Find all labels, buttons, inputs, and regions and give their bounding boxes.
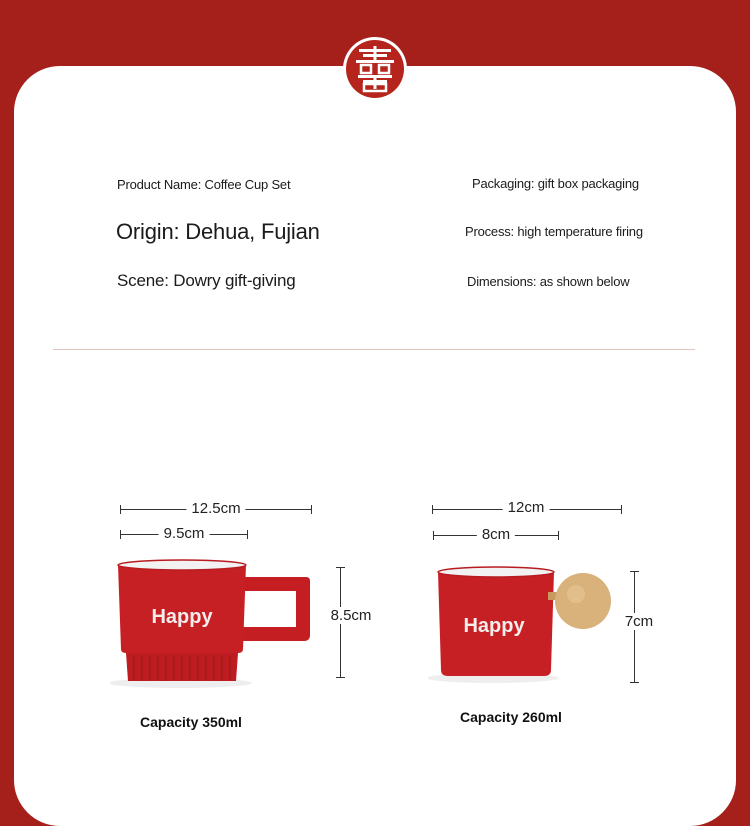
- origin: Origin: Dehua, Fujian: [116, 219, 320, 244]
- large-cup-capacity: Capacity 350ml: [140, 714, 242, 730]
- small-cup-outer-width: 12cm: [503, 499, 550, 516]
- divider: [53, 349, 695, 350]
- large-cup-outer-width: 12.5cm: [186, 500, 245, 517]
- dimensions: Dimensions: as shown below: [467, 274, 630, 289]
- large-cup-label: Happy: [151, 606, 213, 628]
- large-mug-illustration: [110, 555, 320, 690]
- scene: Scene: Dowry gift-giving: [117, 271, 296, 290]
- small-cup-capacity: Capacity 260ml: [460, 709, 562, 725]
- packaging: Packaging: gift box packaging: [472, 176, 639, 191]
- double-happiness-icon: [343, 37, 407, 101]
- small-cup-inner-width: 8cm: [477, 526, 515, 543]
- process: Process: high temperature firing: [465, 224, 643, 239]
- small-cup-height: 7cm: [620, 613, 658, 630]
- product-name: Product Name: Coffee Cup Set: [117, 177, 291, 192]
- small-mug-illustration: [428, 562, 618, 687]
- large-cup-inner-width: 9.5cm: [159, 525, 210, 542]
- small-cup-label: Happy: [463, 615, 525, 637]
- large-cup-height: 8.5cm: [326, 607, 377, 624]
